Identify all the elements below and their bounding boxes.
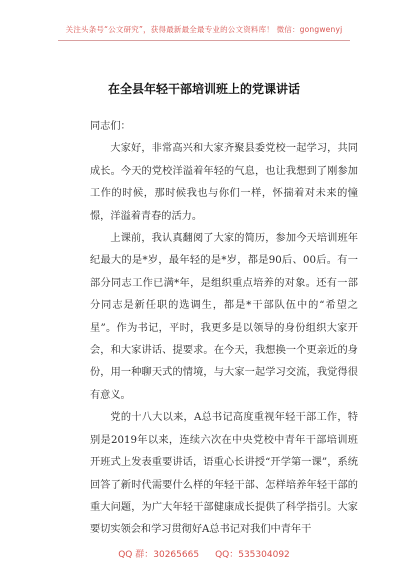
document-body <box>90 116 358 542</box>
paragraph: 党的十八大以来，A总书记高度重视年轻干部工作，特别是2019年以来，连续六次在中央党校中青年干部培训班开班式上发表重要讲话，语重心长讲授“开学第一课”，系统回答了新时代需要什么样的年轻干部、怎样培养年轻干部的重大问题，为广大年轻干部健康成长提供了科学指引。大家要切实领会和学习贯彻好A总书记对我们中青年干 <box>90 412 358 536</box>
paragraph: 上课前，我认真翻阅了大家的简历，参加今天培训班年纪最大的是*岁，最年轻的是*岁，都是90后、00后。有一部分同志工作已满*年，是组织重点培养的对象。还有一部分同志是新任职的选调生，都是*干部队伍中的“希望之星”。作为书记，平时，我更多是以领导的身份组织大家开会，和大家讲话、提要求。在今天，我想换一个更亲近的身份，用一种聊天式的情境，与大家一起学习交流，我觉得很有意义。 <box>90 233 358 401</box>
salutation: 同志们： <box>90 121 131 132</box>
footer-qq-group: QQ 群：30265665 <box>118 550 200 560</box>
header-divider <box>58 40 350 41</box>
footer-contact <box>0 547 408 560</box>
header-notice: 关注头条号“公文研究”，获得最新最全最专业的公文资料库！ 微信：gongwenyj <box>65 25 343 34</box>
paragraph: 大家好，非常高兴和大家齐聚县委党校一起学习，共同成长。今天的党校洋溢着年轻的气息，也让我想到了刚参加工作的时候，那时候我也与你们一样，怀揣着对未来的憧憬，洋溢着青春的活力。 <box>90 143 358 222</box>
document-title: 在全县年轻干部培训班上的党课讲话 <box>107 82 300 96</box>
footer-qq: QQ：535304092 <box>215 550 290 560</box>
